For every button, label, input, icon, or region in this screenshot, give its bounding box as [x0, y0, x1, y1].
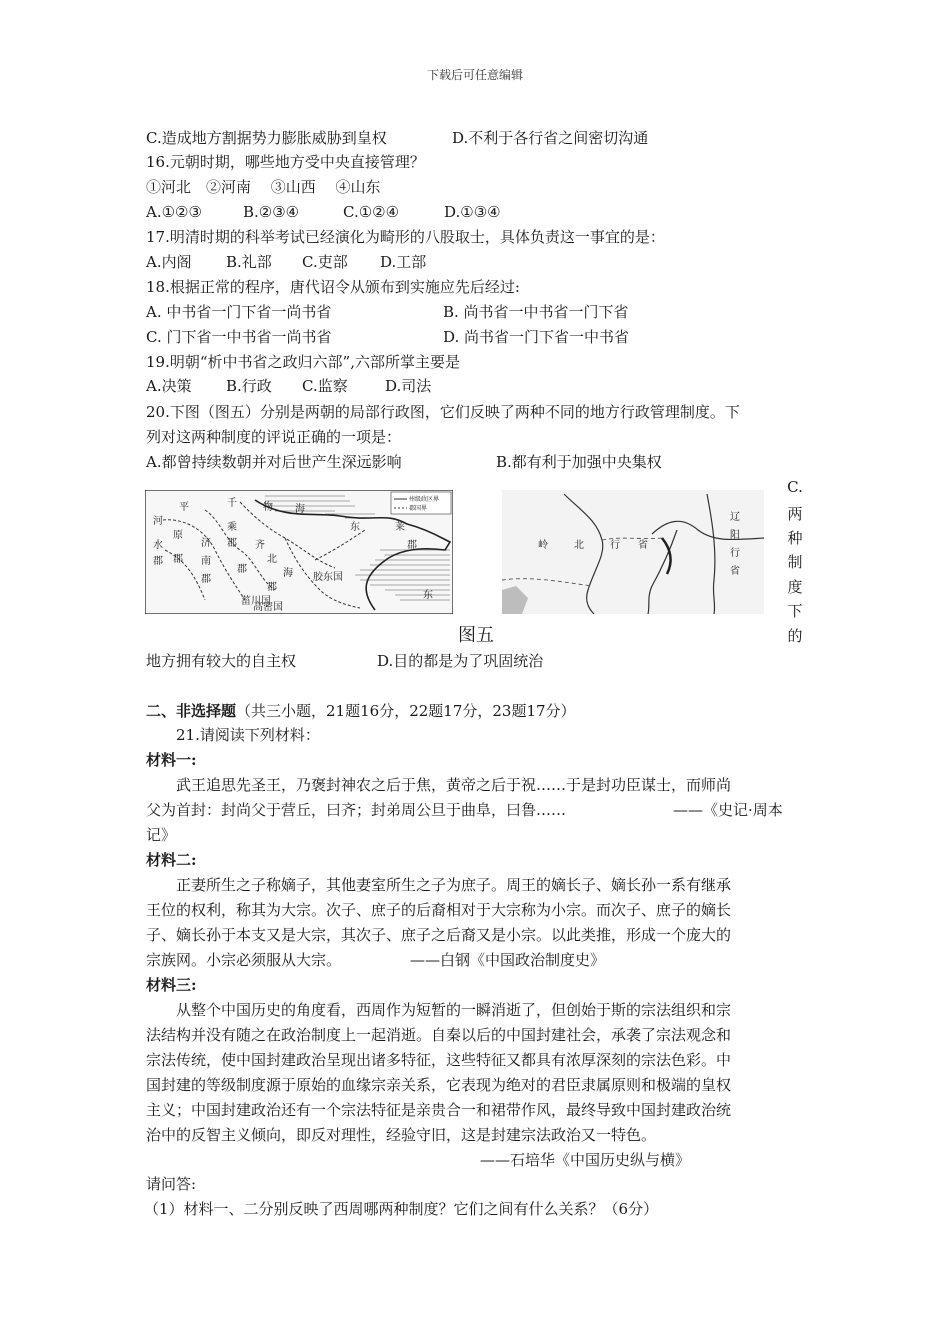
map-label: 郡: [237, 564, 247, 575]
q19-option-d: D.司法: [385, 377, 432, 395]
q16-option-d: D.①③④: [444, 203, 501, 221]
q20-option-c-char: 两: [787, 505, 803, 523]
map-label: 东: [350, 522, 360, 533]
material-2-line: 王位的权利，称其为大宗。次子、庶子的后裔相对于大宗称为小宗。而次子、庶子的嫡长: [146, 901, 732, 919]
q20-stem-line1: 20.下图（图五）分别是两朝的局部行政图，它们反映了两种不同的地方行政管理制度。下: [146, 403, 740, 421]
material-1-line: 父为首封：封尚父于营丘，曰齐；封弟周公旦于曲阜，曰鲁……: [146, 801, 567, 819]
material-3-line: 国封建的等级制度源于原始的血缘宗亲关系，它表现为绝对的君臣隶属原则和极端的皇权: [146, 1076, 732, 1094]
map-label: 济: [201, 538, 211, 549]
map-label: 北: [267, 554, 277, 565]
map-label: 菑川国: [241, 596, 271, 607]
q16-option-a: A.①②③: [146, 203, 202, 221]
q20-option-c-char: 种: [787, 529, 803, 547]
section2-note: （共三小题，21题16分，22题17分，23题17分）: [236, 702, 576, 720]
map-label: 乘: [227, 522, 237, 533]
map-label: 千: [227, 498, 237, 509]
material-3-line: 法结构并没有随之在政治制度上一起消逝。自秦以后的中国封建社会，承袭了宗法观念和: [146, 1026, 732, 1044]
material-1-source: ——《史记·周本: [673, 801, 783, 819]
q18-option-d: D. 尚书省一门下省一中书省: [443, 328, 630, 346]
material-3-label: 材料三:: [146, 976, 197, 994]
map-label: 郡: [227, 538, 237, 549]
q18-stem: 18.根据正常的程序，唐代诏令从颁布到实施应先后经过:: [146, 278, 520, 296]
q20-option-c-char: 制: [787, 553, 803, 571]
map-label: 高密国: [253, 602, 283, 613]
q19-option-b: B.行政: [226, 377, 272, 395]
material-1-source-end: 记》: [146, 826, 177, 844]
q18-option-c: C. 门下省一中书省一尚书省: [146, 328, 332, 346]
ask-label: 请问答:: [146, 1175, 197, 1193]
q16-stem: 16.元朝时期，哪些地方受中央直接管理？: [146, 153, 425, 171]
map-label: 河: [153, 516, 163, 527]
section2-title: 二、非选择题: [146, 702, 237, 720]
q19-option-c: C.监察: [302, 377, 348, 395]
q16-option-c: C.①②④: [343, 203, 400, 221]
material-1-label: 材料一:: [146, 751, 197, 769]
map-legend-commandery: 郡国界: [409, 505, 428, 512]
yuan-map-figure: [502, 490, 764, 614]
material-3-line: 从整个中国历史的角度看，西周作为短暂的一瞬消逝了，但创始于斯的宗法组织和宗: [176, 1001, 732, 1019]
map-label: 南: [201, 556, 211, 567]
q16-items: ①河北 ②河南 ③山西 ④山东: [146, 178, 381, 196]
section2-heading: [146, 701, 576, 721]
map-label: 岭: [538, 540, 548, 551]
q20-option-c-rest: 地方拥有较大的自主权: [146, 652, 297, 670]
q20-option-d: D.目的都是为了巩固统治: [377, 652, 544, 670]
q19-option-a: A.决策: [146, 377, 192, 395]
material-2-label: 材料二:: [146, 851, 197, 869]
material-2-line: 子、嫡长孙于本支又是大宗，其次子、庶子之后裔又是小宗。以此类推，形成一个庞大的: [146, 926, 732, 944]
material-3-source: ——石培华《中国历史纵与横》: [480, 1151, 691, 1169]
q15-option-c: C.造成地方割据势力膨胀威胁到皇权: [146, 129, 387, 147]
map-label: 海: [283, 568, 293, 579]
q21-stem: 21.请阅读下列材料：: [176, 726, 320, 744]
q20-option-a: A.都曾持续数朝并对后世产生深远影响: [146, 453, 402, 471]
material-1-line: 武王追思先圣王，乃褒封神农之后于焦，黄帝之后于祝……于是封功臣谋士，而师尚: [176, 776, 732, 794]
q17-option-c: C.吏部: [302, 253, 348, 271]
map-label: 郡: [201, 574, 211, 585]
q20-option-c-char: C.: [787, 478, 803, 496]
q20-option-c-char: 的: [787, 627, 803, 645]
map-label: 省: [638, 540, 648, 551]
map-label: 省: [730, 566, 740, 577]
q20-stem-line2: 列对这两种制度的评说正确的一项是：: [146, 428, 402, 446]
q15-option-d: D.不利于各行省之间密切沟通: [452, 129, 649, 147]
figure-caption: 图五: [458, 625, 494, 646]
map-label: 郡: [267, 582, 277, 593]
map-label: 平: [179, 502, 189, 513]
sub-question-1: （1）材料一、二分别反映了西周哪两种制度？它们之间有什么关系？（6分）: [144, 1200, 659, 1218]
q20-option-c-char: 下: [787, 602, 803, 620]
q17-option-a: A.内阁: [146, 253, 192, 271]
q17-option-d: D.工部: [380, 253, 427, 271]
material-2-line: 宗族网。小宗必须服从大宗。: [146, 951, 342, 969]
map-label: 原: [173, 530, 183, 541]
material-3-line: 治中的反智主义倾向，即反对理性，经验守旧，这是封建宗法政治又一特色。: [146, 1126, 657, 1144]
material-3-line: 宗法传统，使中国封建政治呈现出诸多特征，这些特征又都具有浓厚深刻的宗法色彩。中: [146, 1051, 732, 1069]
map-label: 胶东国: [313, 572, 343, 583]
q19-stem: 19.明朝“析中书省之政归六部”,六部所掌主要是: [146, 353, 460, 371]
map-label: 齐: [255, 540, 265, 551]
map-label: 莱: [395, 522, 405, 533]
material-2-source: ——白钢《中国政治制度史》: [410, 951, 606, 969]
map-label: 海: [295, 504, 305, 515]
material-2-line: 正妻所生之子称嫡子，其他妻室所生之子为庶子。周王的嫡长子、嫡长孙一系有继承: [176, 876, 732, 894]
map-label: 水: [153, 540, 163, 551]
map-label: 辽: [730, 512, 740, 523]
q18-option-a: A. 中书省一门下省一尚书省: [146, 303, 332, 321]
map-label: 北: [574, 540, 584, 551]
map-label: 阳: [730, 530, 740, 541]
map-label: 郡: [407, 540, 417, 551]
map-label: 郡: [153, 556, 163, 567]
q17-option-b: B.礼部: [226, 253, 272, 271]
page-header: 下载后可任意编辑: [426, 68, 523, 82]
han-map-figure: [145, 490, 453, 614]
map-legend-province: 州级政区界: [409, 496, 440, 503]
map-label: 物: [263, 502, 273, 513]
q18-option-b: B. 尚书省一中书省一门下省: [443, 303, 629, 321]
q20-option-b: B.都有利于加强中央集权: [496, 453, 662, 471]
map-label: 行: [730, 548, 740, 559]
q16-option-b: B.②③④: [243, 203, 300, 221]
q20-option-c-char: 度: [787, 578, 803, 596]
material-3-line: 主义；中国封建政治还有一个宗法特征是亲贵合一和裙带作风，最终导致中国封建政治统: [146, 1101, 732, 1119]
q17-stem: 17.明清时期的科举考试已经演化为畸形的八股取士，具体负责这一事宜的是：: [146, 228, 665, 246]
map-label: 郡: [173, 554, 183, 565]
map-label: 行: [610, 540, 620, 551]
map-label: 东: [423, 590, 433, 601]
